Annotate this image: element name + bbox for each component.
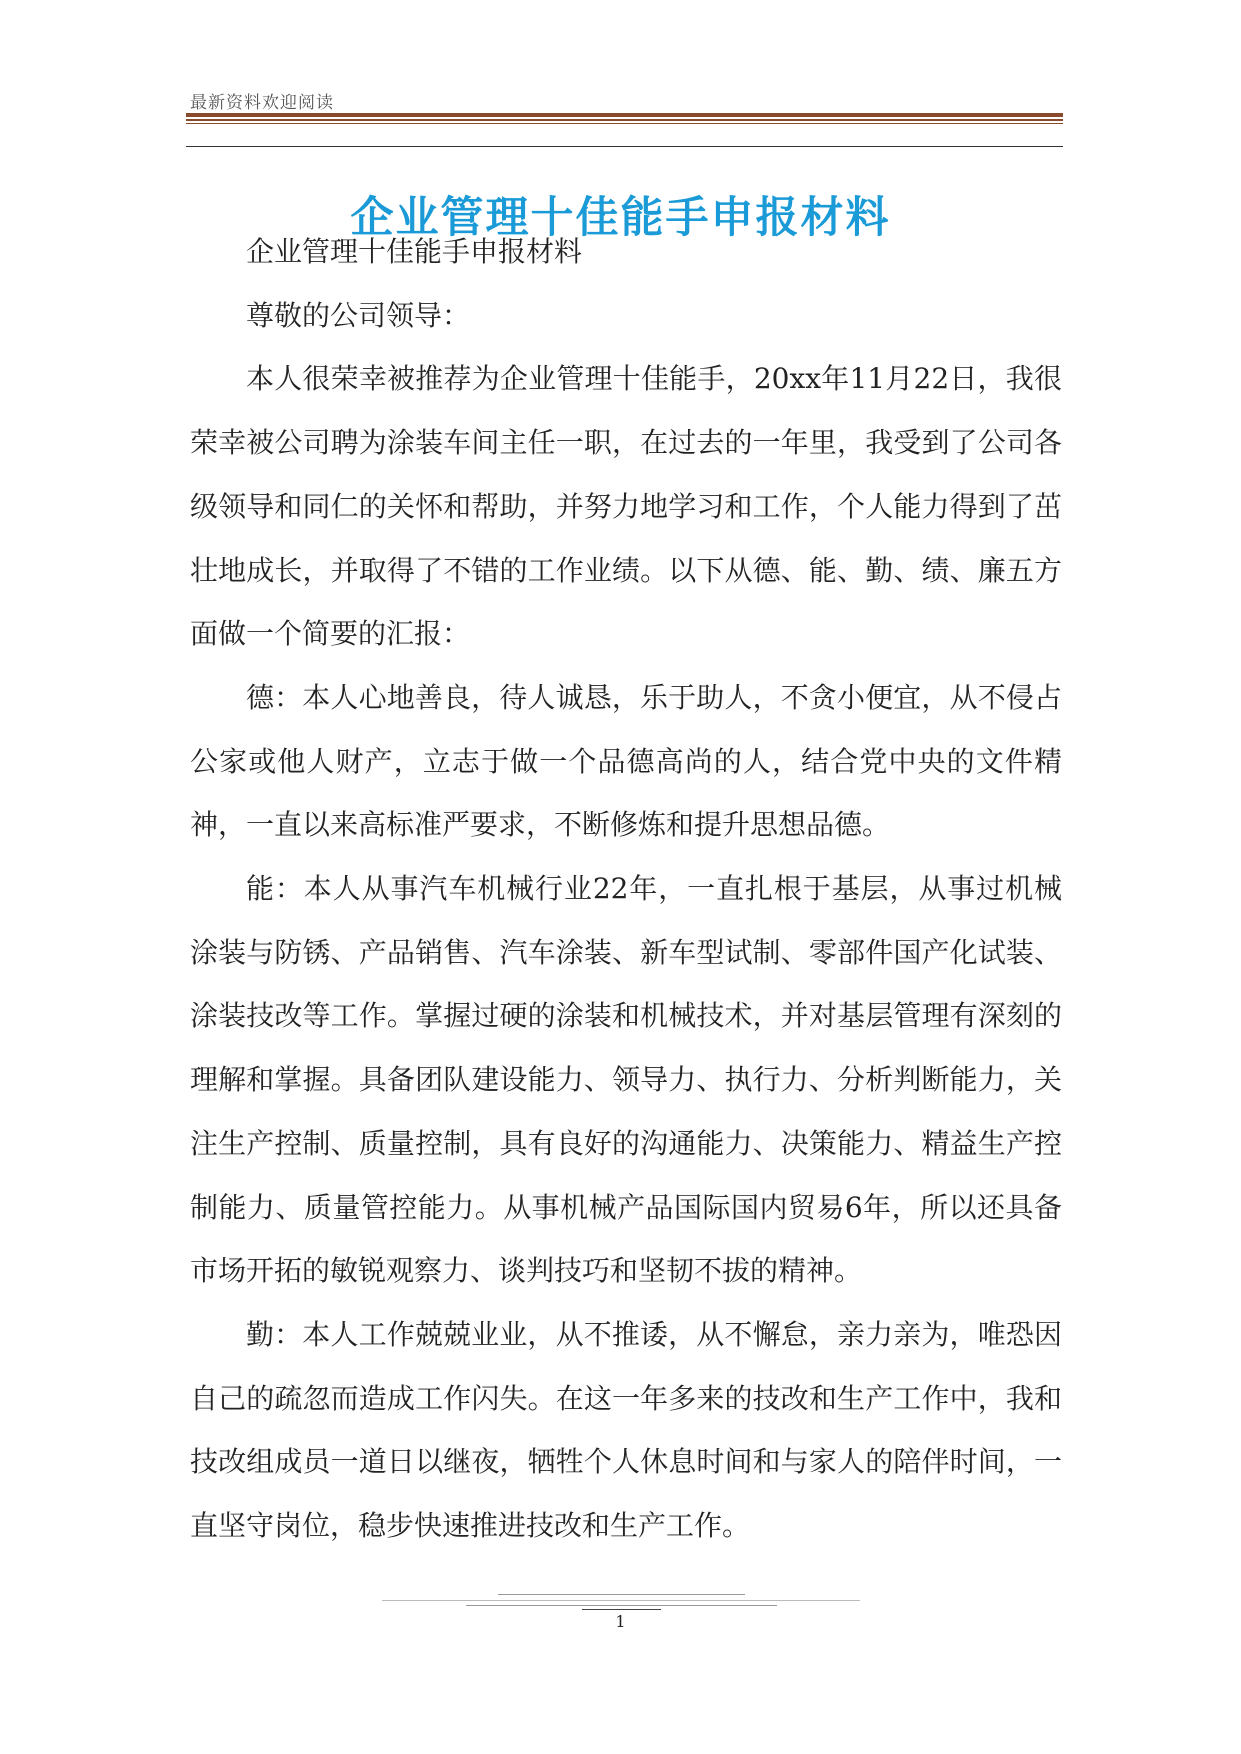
header-text: 最新资料欢迎阅读 [190, 93, 334, 113]
paragraph-ability: 能：本人从事汽车机械行业22年，一直扎根于基层，从事过机械涂装与防锈、产品销售、汽车涂装、新车型试制、零部件国产化试装、涂装技改等工作。掌握过硬的涂装和机械技术，并对基层管理有深刻的理解和掌握。具备团队建设能力、领导力、执行力、分析判断能力，关注生产控制、质量控制，具有良好的沟通能力、决策能力、精益生产控制能力、质量管控能力。从事机械产品国际国内贸易6年，所以还具备市场开拓的敏锐观察力、谈判技巧和坚韧不拔的精神。 [190, 872, 1062, 1288]
paragraph-salutation: 尊敬的公司领导： [246, 298, 471, 332]
footer-line-bottom [466, 1605, 777, 1606]
paragraph-intro: 本人很荣幸被推荐为企业管理十佳能手，20xx年11月22日，我很荣幸被公司聘为涂装车间主任一职，在过去的一年里，我受到了公司各级领导和同仁的关怀和帮助，并努力地学习和工作，个人能力得到了茁壮地成长，并取得了不错的工作业绩。以下从德、能、勤、绩、廉五方面做一个简要的汇报： [190, 362, 1062, 651]
footer-line-top [498, 1594, 745, 1595]
header-rule-middle [186, 119, 1063, 121]
header-underline [186, 146, 1063, 147]
document-body [190, 220, 1062, 1558]
paragraph-virtue: 德：本人心地善良，待人诚恳，乐于助人，不贪小便宜，从不侵占公家或他人财产，立志于做一个品德高尚的人，结合党中央的文件精神，一直以来高标准严要求，不断修炼和提升思想品德。 [190, 680, 1062, 842]
page-number: 1 [615, 1612, 626, 1631]
document-title: 企业管理十佳能手申报材料 [350, 192, 891, 243]
header-rule-thick [186, 113, 1063, 117]
header-rule-thin [186, 123, 1063, 124]
paragraph-subtitle: 企业管理十佳能手申报材料 [246, 235, 583, 268]
footer-line-outer [382, 1600, 860, 1601]
footer-line-center [582, 1609, 661, 1610]
paragraph-diligence: 勤：本人工作兢兢业业，从不推诿，从不懈怠，亲力亲为，唯恐因自己的疏忽而造成工作闪失。在这一年多来的技改和生产工作中，我和技改组成员一道日以继夜，牺牲个人休息时间和与家人的陪伴时间，一直坚守岗位，稳步快速推进技改和生产工作。 [190, 1317, 1062, 1543]
